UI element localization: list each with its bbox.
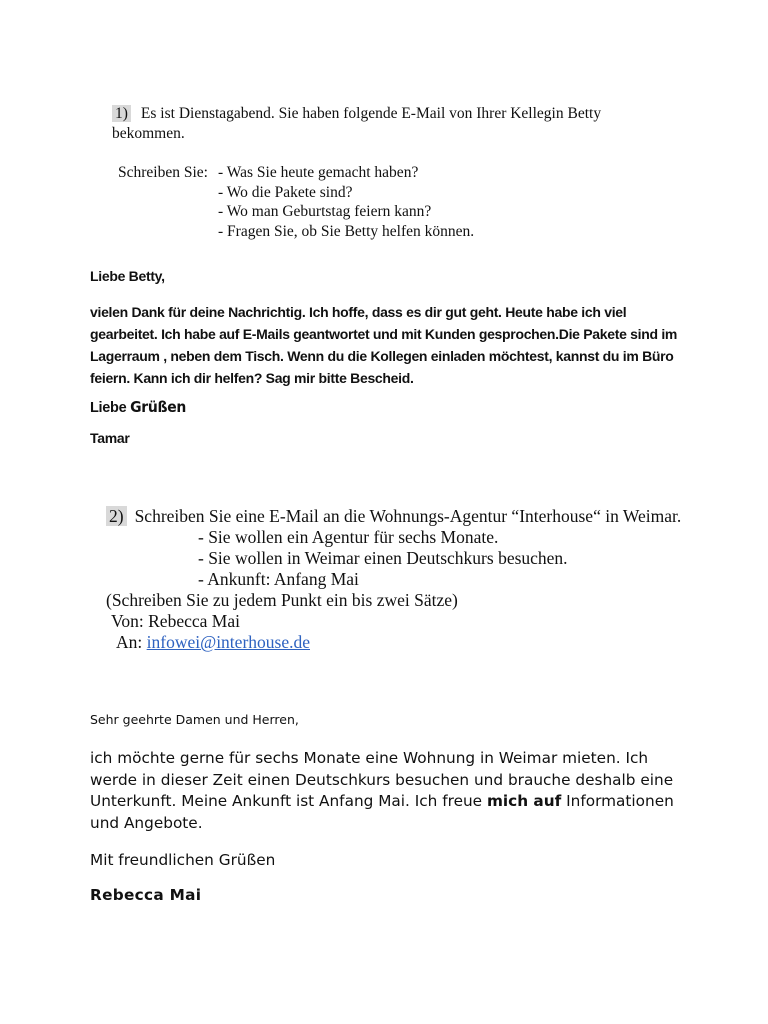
answer2-body-text-end: Informationen und Angebote. [90, 792, 674, 832]
task2-to-label: An: [116, 632, 143, 652]
task1-items [218, 163, 474, 241]
task2-from-value: Rebecca Mai [148, 611, 240, 631]
task1-item: - Was Sie heute gemacht haben? [218, 164, 419, 181]
answer1-closing-a: Liebe [90, 400, 127, 416]
task1-item: - Wo man Geburtstag feiern kann? [218, 203, 432, 220]
task2-prompt-text: Schreiben Sie eine E-Mail an die Wohnungs-Agentur “Interhouse“ in Weimar. [134, 506, 682, 526]
task1-item: - Fragen Sie, ob Sie Betty helfen können. [218, 222, 475, 240]
answer1-name: Tamar [90, 430, 130, 446]
answer1-body: vielen Dank für deine Nachrichtig. Ich hoffe, dass es dir gut geht. Heute habe ich viel gearbeitet. Ich habe auf E-Mails geantwortet und mit Kunden gesprochen.Die Pakete sind im Lagerraum , neben dem Tisch. Wenn du die Kollegen einladen möchtest, kannst du im Büro feiern. Kann ich dir helfen? Sag mir bitte Bescheid. [90, 304, 678, 386]
task2-hint: (Schreiben Sie zu jedem Punkt ein bis zwei Sätze) [106, 590, 458, 610]
task1-number: 1) [112, 105, 131, 122]
task1-write-label: Schreiben Sie: [118, 164, 208, 181]
task2-item: - Sie wollen in Weimar einen Deutschkurs besuchen. [198, 548, 568, 568]
task2-heading [106, 506, 726, 527]
task1-item: - Wo die Pakete sind? [218, 183, 353, 201]
task1-prompt-text: Es ist Dienstagabend. Sie haben folgende E-Mail von Ihrer Kellegin Betty bekommen. [112, 105, 602, 142]
answer2-closing: Mit freundlichen Grüßen [90, 851, 276, 869]
task2-number: 2) [106, 506, 127, 526]
task1-prompt [112, 104, 672, 144]
answer2-body [90, 748, 690, 834]
answer2-body-bold: mich auf [486, 792, 562, 810]
task2-to [116, 632, 726, 653]
task2-prompt [106, 506, 726, 653]
answer1-closing [90, 398, 690, 416]
task2-items [198, 527, 726, 590]
answer2-signature: Rebecca Mai [90, 886, 202, 904]
task2-email-link[interactable]: infowei@interhouse.de [146, 632, 310, 652]
task2-from [111, 611, 726, 632]
task2-from-label: Von: [111, 611, 144, 631]
task2-item: - Sie wollen ein Agentur für sechs Monate. [198, 527, 499, 547]
answer2-salutation: Sehr geehrte Damen und Herren, [90, 712, 299, 727]
answer1-closing-b: Grüßen [130, 398, 186, 416]
answer1-greeting: Liebe Betty, [90, 268, 165, 284]
answer2-body-text: ich möchte gerne für sechs Monate eine Wohnung in Weimar mieten. Ich werde in dieser Zeit einen Deutschkurs besuchen und brauche deshalb eine Unterkunft. Meine Ankunft ist Anfang Mai. Ich freue [90, 749, 674, 810]
task2-item: - Ankunft: Anfang Mai [198, 569, 359, 589]
task1-instructions [118, 163, 475, 240]
